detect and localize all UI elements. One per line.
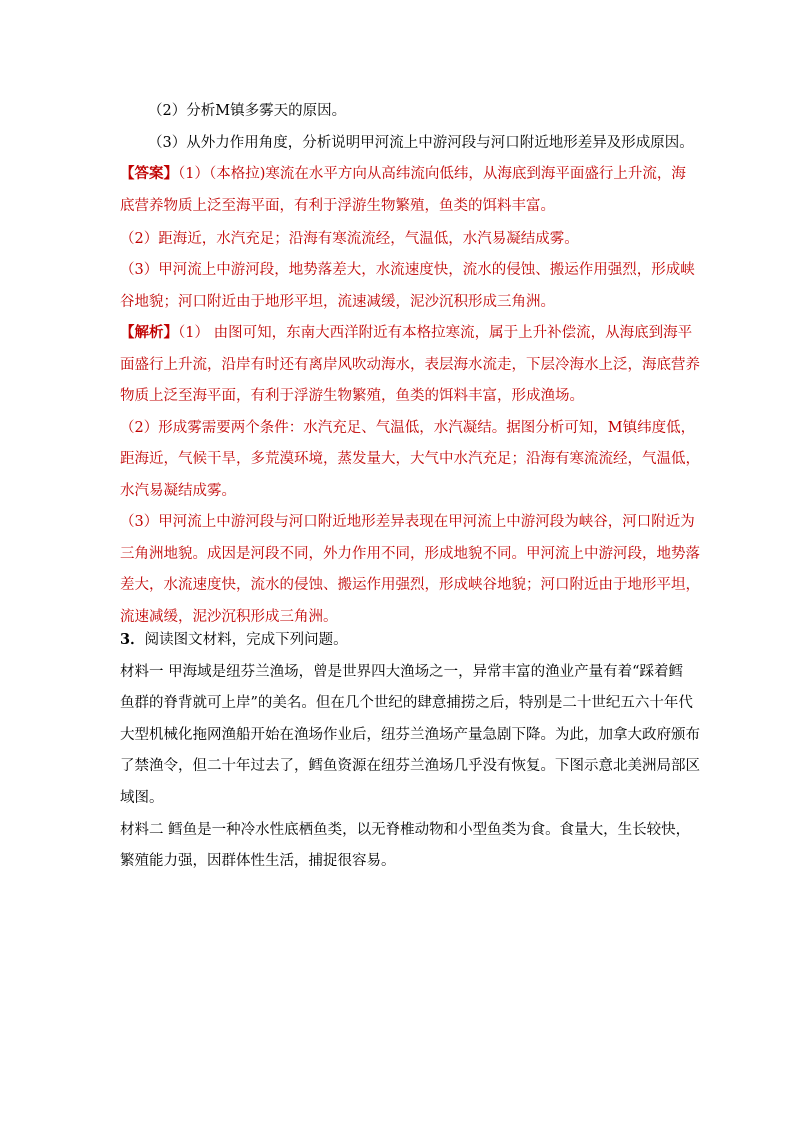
question-3: （3）从外力作用角度，分析说明甲河流上中游河段与河口附近地形差异及形成原因。 <box>148 135 694 151</box>
analysis-line-9: 差大，水流速度快，流水的侵蚀、搬运作用强烈，形成峡谷地貌；河口附近由于地形平坦， <box>120 577 700 593</box>
answer-line-4: （3）甲河流上中游河段，地势落差大，水流速度快，流水的侵蚀、搬运作用强烈，形成峡 <box>120 262 695 278</box>
analysis-line-1 <box>120 323 693 343</box>
analysis-tag: 【解析】 <box>120 324 178 341</box>
material-1-line-1: 材料一 甲海域是纽芬兰渔场，曾是世界四大渔场之一，异常丰富的渔业产量有着“踩着鳕 <box>120 664 684 680</box>
analysis-line-4: （2）形成雾需要两个条件：水汽充足、气温低，水汽凝结。据图分析可知，M镇纬度低， <box>120 420 696 436</box>
analysis-line-3: 物质上泛至海平面，有利于浮游生物繁殖，鱼类的饵料丰富，形成渔场。 <box>120 388 584 404</box>
material-1-line-5: 域图。 <box>120 790 164 806</box>
answer-line-5: 谷地貌；河口附近由于地形平坦，流速减缓，泥沙沉积形成三角洲。 <box>120 294 555 310</box>
analysis-line-8: 三角洲地貌。成因是河段不同，外力作用不同，形成地貌不同。甲河流上中游河段，地势落 <box>120 546 700 562</box>
answer-line-3: （2）距海近，水汽充足；沿海有寒流流经，气温低，水汽易凝结成雾。 <box>120 231 579 247</box>
question-title: 阅读图文材料，完成下列问题。 <box>144 632 348 648</box>
answer-tag: 【答案】 <box>120 165 178 182</box>
analysis-line-2: 面盛行上升流，沿岸有时还有离岸风吹动海水，表层海水流走，下层冷海水上泛，海底营养 <box>120 357 700 373</box>
analysis-line-10: 流速减缓，泥沙沉积形成三角洲。 <box>120 609 338 625</box>
analysis-line-5: 距海近，气候干旱，多荒漠环境，蒸发量大，大气中水汽充足；沿海有寒流流经，气温低， <box>120 451 700 467</box>
material-1-line-3: 大型机械化拖网渔船开始在渔场作业后，纽芬兰渔场产量急剧下降。为此，加拿大政府颁布 <box>120 727 700 743</box>
answer-line-1 <box>120 164 686 184</box>
answer-line-2: 底营养物质上泛至海平面，有利于浮游生物繁殖，鱼类的饵料丰富。 <box>120 198 555 214</box>
question-2: （2）分析M镇多雾天的原因。 <box>148 103 347 119</box>
analysis-line-7: （3）甲河流上中游河段与河口附近地形差异表现在甲河流上中游河段为峡谷，河口附近为 <box>120 514 695 530</box>
question-number: 3． <box>120 631 145 648</box>
material-1-line-4: 了禁渔令，但二十年过去了，鳕鱼资源在纽芬兰渔场几乎没有恢复。下图示意北美洲局部区 <box>120 758 700 774</box>
material-2-line-1: 材料二 鳕鱼是一种冷水性底栖鱼类，以无脊椎动物和小型鱼类为食。食量大，生长较快， <box>120 822 691 838</box>
analysis-line-6: 水汽易凝结成雾。 <box>120 483 236 499</box>
material-1-line-2: 鱼群的脊背就可上岸”的美名。但在几个世纪的肆意捕捞之后，特别是二十世纪五六十年代 <box>120 695 693 711</box>
question-3-heading <box>120 630 680 650</box>
analysis-text-1: （1） 由图可知，东南大西洋附近有本格拉寒流，属于上升补偿流，从海底到海平 <box>178 325 693 341</box>
material-2-line-2: 繁殖能力强，因群体性生活，捕捉很容易。 <box>120 853 396 869</box>
answer-text-1: （1）（本格拉)寒流在水平方向从高纬流向低纬，从海底到海平面盛行上升流，海 <box>178 166 686 182</box>
